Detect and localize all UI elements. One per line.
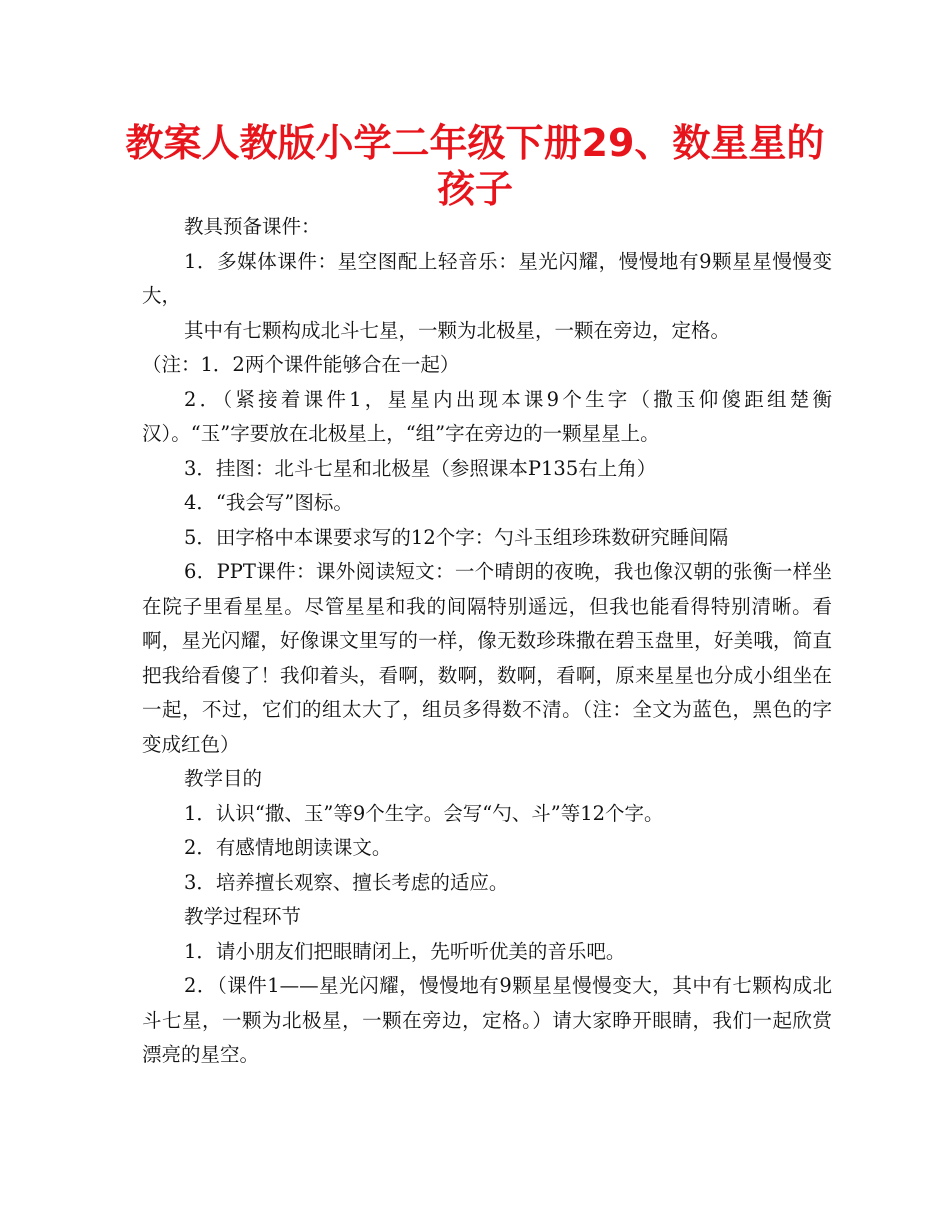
paragraph-aid-3: 3．挂图：北斗七星和北极星（参照课本P135右上角）	[184, 456, 657, 480]
paragraph-objective-3: 3．培养擅长观察、擅长考虑的适应。	[184, 870, 509, 894]
paragraph-note-1: （注：1．2两个课件能够合在一起）	[142, 353, 460, 376]
paragraph-aid-5: 5．田字格中本课要求写的12个字：勺斗玉组珍珠数研究睡间隔	[184, 525, 729, 549]
paragraph-objective-2: 2．有感情地朗读课文。	[184, 836, 392, 859]
paragraph-objective-1: 1．认识“撒、玉”等9个生字。会写“勺、斗”等12个字。	[184, 801, 664, 825]
document-body	[142, 210, 832, 1073]
paragraph-aid-2: 2．（紧接着课件1，星星内出现本课9个生字（撒玉仰傻距组楚衡汉）。“玉”字要放在北极星上，“组”字在旁边的一颗星星上。	[142, 387, 832, 445]
paragraph-teaching-aids-heading: 教具预备课件：	[184, 215, 321, 238]
paragraph-process-heading: 教学过程环节	[184, 905, 302, 928]
paragraph-aid-6: 6．PPT课件：课外阅读短文：一个晴朗的夜晚，我也像汉朝的张衡一样坐在院子里看星星。尽管星星和我的间隔特别遥远，但我也能看得特别清晰。看啊，星光闪耀，好像课文里写的一样，像无数珍珠撒在碧玉盘里，好美哦，简直把我给看傻了！我仰着头，看啊，数啊，数啊，看啊，原来星星也分成小组坐在一起，不过，它们的组太大了，组员多得数不清。（注：全文为蓝色，黑色的字变成红色）	[142, 560, 832, 756]
document-title-continued: 孩子	[436, 167, 513, 211]
paragraph-aid-1-cont: 其中有七颗构成北斗七星，一颗为北极星，一颗在旁边，定格。	[184, 318, 731, 342]
document-title: 教案人教版小学二年级下册29、数星星的	[125, 121, 825, 165]
paragraph-process-1: 1．请小朋友们把眼睛闭上，先听听优美的音乐吧。	[184, 939, 626, 963]
paragraph-process-2: 2．（课件1——星光闪耀，慢慢地有9颗星星慢慢变大，其中有七颗构成北斗七星，一颗为北极星，一颗在旁边，定格。）请大家睁开眼睛，我们一起欣赏漂亮的星空。	[142, 974, 832, 1066]
paragraph-aid-4: 4．“我会写”图标。	[184, 491, 353, 514]
paragraph-objectives-heading: 教学目的	[184, 767, 263, 790]
paragraph-aid-1: 1．多媒体课件：星空图配上轻音乐：星光闪耀，慢慢地有9颗星星慢慢变大，	[142, 249, 832, 307]
